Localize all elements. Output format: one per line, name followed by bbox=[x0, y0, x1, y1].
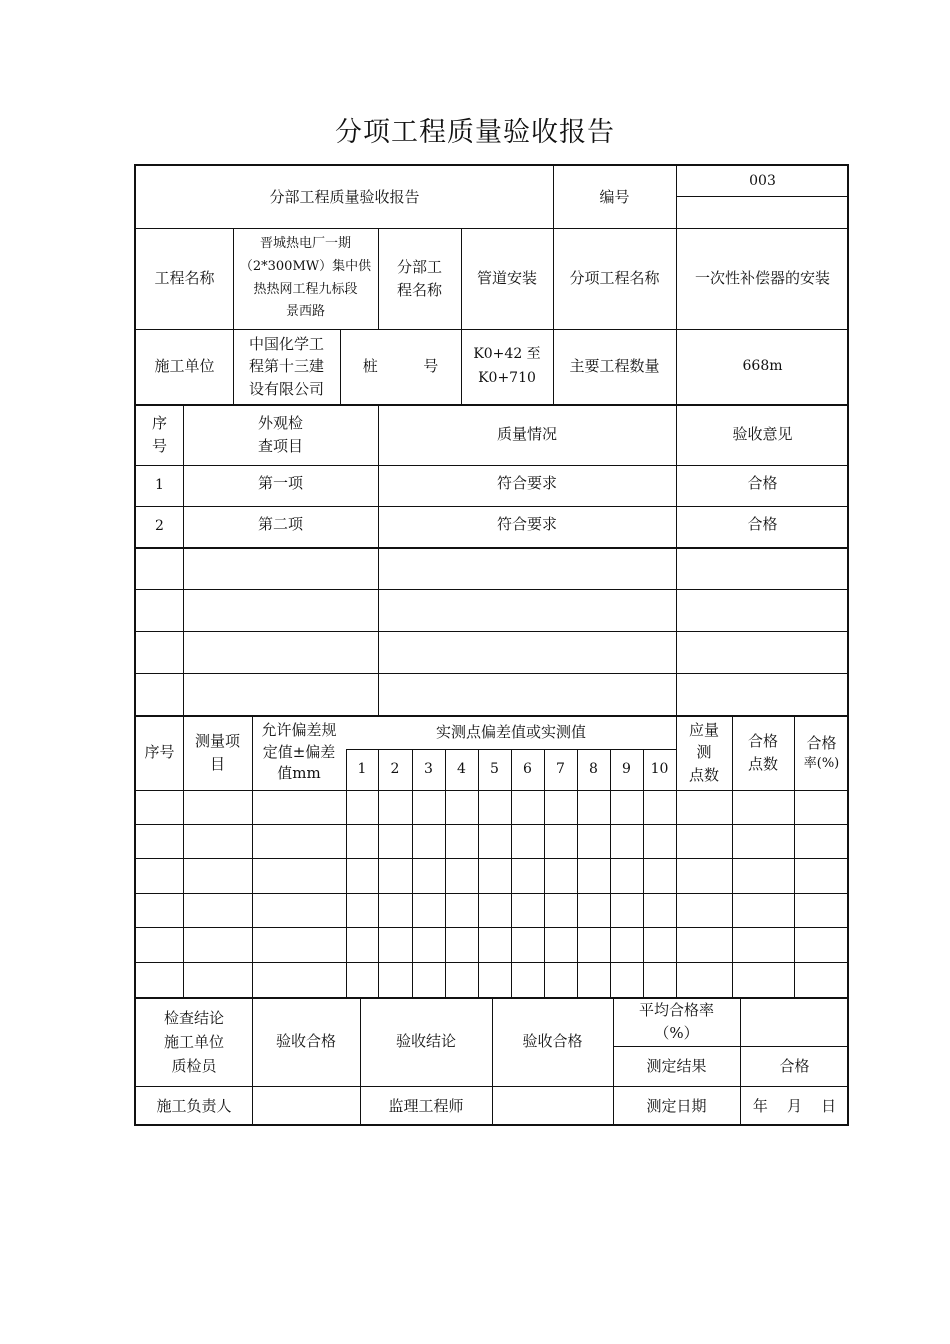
table-row-opinion: 合格 bbox=[747, 474, 778, 493]
required-points-label: 应量 测 点数 bbox=[688, 720, 719, 784]
project-name-value: 晋城热电厂一期 （2*300MW）集中供 热热网工程九标段 景西路 bbox=[239, 236, 372, 320]
construction-unit-label: 施工单位 bbox=[154, 357, 215, 376]
grid-line bbox=[136, 962, 849, 963]
point-number: 5 bbox=[490, 761, 499, 777]
item-name-label: 分项工程名称 bbox=[569, 269, 660, 288]
number-value: 003 bbox=[749, 172, 776, 189]
point-number: 8 bbox=[589, 761, 598, 777]
grid-line bbox=[136, 927, 849, 928]
acceptance-opinion-label: 验收意见 bbox=[732, 425, 793, 444]
supervisor-engineer-label: 监理工程师 bbox=[388, 1096, 464, 1115]
table-row-quality: 符合要求 bbox=[496, 474, 557, 493]
table-row-item: 第一项 bbox=[257, 474, 303, 493]
measure-item-label: 测量项 目 bbox=[194, 732, 240, 773]
point-number: 3 bbox=[424, 761, 433, 777]
allowed-deviation-label: 允许偏差规 定值±偏差 值mm bbox=[261, 720, 337, 783]
appearance-item-label: 外观检 查项目 bbox=[257, 414, 303, 455]
point-number: 1 bbox=[357, 761, 367, 777]
grid-line bbox=[136, 824, 849, 825]
table-row-item: 第二项 bbox=[257, 515, 303, 534]
point-number: 2 bbox=[390, 761, 400, 777]
project-name-label: 工程名称 bbox=[154, 269, 215, 288]
quantity-label: 主要工程数量 bbox=[569, 357, 660, 376]
acceptance-pass-2: 验收合格 bbox=[522, 1032, 583, 1051]
division-name-label: 分部工 程名称 bbox=[396, 258, 442, 299]
measurement-result-label: 测定结果 bbox=[646, 1056, 707, 1075]
grid-line bbox=[136, 589, 849, 590]
grid-line bbox=[136, 631, 849, 632]
quality-status-label: 质量情况 bbox=[496, 425, 557, 444]
acceptance-pass-1: 验收合格 bbox=[275, 1032, 336, 1051]
point-number: 7 bbox=[556, 761, 565, 777]
grid-line bbox=[136, 547, 849, 549]
actual-deviation-label: 实测点偏差值或实测值 bbox=[435, 722, 586, 741]
table-row-quality: 符合要求 bbox=[496, 515, 557, 534]
grid-line bbox=[136, 893, 849, 894]
measurement-result-value: 合格 bbox=[779, 1056, 810, 1075]
point-number: 4 bbox=[457, 761, 466, 777]
acceptance-report-form bbox=[134, 164, 849, 1126]
table-row-seq: 2 bbox=[155, 518, 164, 534]
division-name-value: 管道安装 bbox=[476, 269, 537, 288]
appearance-seq-label: 序 号 bbox=[151, 414, 167, 455]
table-row-opinion: 合格 bbox=[747, 515, 778, 534]
acceptance-conclusion-label: 验收结论 bbox=[395, 1032, 456, 1051]
average-pass-rate-label: 平均合格率 （%） bbox=[638, 1001, 714, 1042]
grid-line bbox=[136, 790, 849, 791]
construction-unit-value: 中国化学工 程第十三建 设有限公司 bbox=[248, 334, 324, 398]
page-title: 分项工程质量验收报告 bbox=[335, 117, 615, 148]
item-name-value: 一次性补偿器的安装 bbox=[694, 269, 830, 288]
measurement-date-value: 年 月 日 bbox=[752, 1096, 837, 1115]
point-number: 6 bbox=[523, 761, 532, 777]
pass-points-label: 合格 点数 bbox=[747, 732, 778, 773]
table-row-seq: 1 bbox=[155, 477, 164, 493]
number-label: 编号 bbox=[599, 187, 630, 206]
pile-number-value: K0+42 至 K0+710 bbox=[473, 345, 541, 386]
measurement-date-label: 测定日期 bbox=[646, 1096, 707, 1115]
grid-line bbox=[136, 673, 849, 674]
pile-number-label: 桩 号 bbox=[362, 357, 439, 376]
construction-lead-label: 施工负责人 bbox=[156, 1096, 232, 1115]
grid-line bbox=[676, 196, 849, 197]
grid-line bbox=[136, 858, 849, 859]
point-number: 10 bbox=[650, 761, 669, 777]
pass-rate-label: 合格 率(%) bbox=[803, 733, 840, 771]
quantity-value: 668m bbox=[742, 358, 783, 374]
report-name: 分部工程质量验收报告 bbox=[269, 187, 420, 206]
measure-seq-label: 序号 bbox=[144, 743, 175, 762]
check-conclusion-label: 检查结论 施工单位 质检员 bbox=[163, 1008, 224, 1075]
point-number: 9 bbox=[622, 761, 631, 777]
